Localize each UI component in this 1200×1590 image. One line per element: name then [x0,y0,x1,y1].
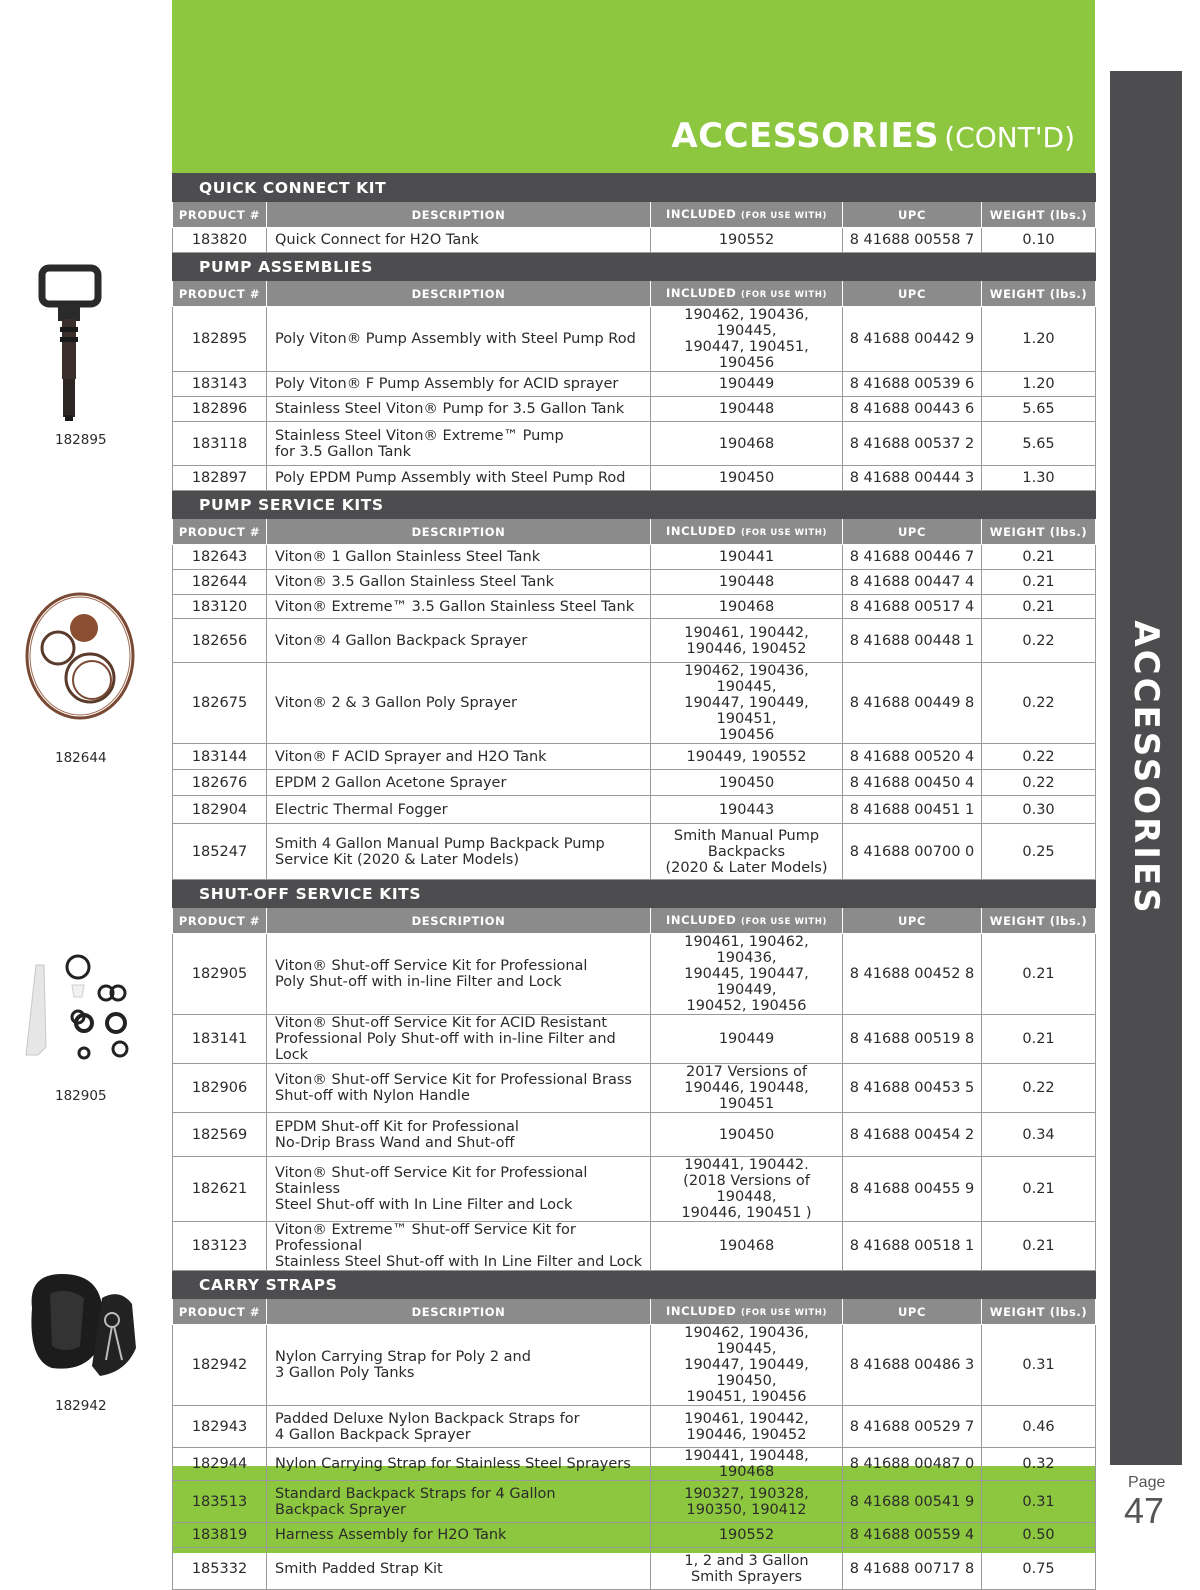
col-header-included-sub: (FOR USE WITH) [741,289,827,300]
cell-product-number: 182676 [173,770,267,796]
cell-description: Poly Viton® Pump Assembly with Steel Pump Rod [267,307,651,372]
cell-upc: 8 41688 00444 3 [843,466,982,491]
section-header [173,491,1096,519]
cell-upc: 8 41688 00537 2 [843,422,982,466]
table-row [173,1448,1096,1481]
cell-weight: 0.21 [982,1157,1096,1222]
image-caption-shutoff-kit: 182905 [55,1088,107,1104]
cell-upc: 8 41688 00447 4 [843,570,982,595]
cell-upc: 8 41688 00442 9 [843,307,982,372]
table-row [173,796,1096,824]
cell-included: 2017 Versions of 190446, 190448, 190451 [651,1064,843,1113]
col-header-included-label: INCLUDED [666,912,737,927]
table-row [173,1523,1096,1548]
cell-upc: 8 41688 00487 0 [843,1448,982,1481]
table-row [173,1325,1096,1406]
image-caption-pump-rod: 182895 [55,432,107,448]
col-header-weight: WEIGHT (lbs.) [982,1299,1096,1325]
col-header-product: PRODUCT # [173,202,267,228]
cell-weight: 0.21 [982,595,1096,619]
cell-upc: 8 41688 00717 8 [843,1548,982,1590]
table-row [173,1548,1096,1590]
cell-product-number: 183123 [173,1222,267,1271]
cell-product-number: 182569 [173,1113,267,1157]
cell-description: Electric Thermal Fogger [267,796,651,824]
cell-included: 190468 [651,422,843,466]
cell-included: 190441, 190448, 190468 [651,1448,843,1481]
table-row [173,770,1096,796]
col-header-included [651,202,843,228]
cell-upc: 8 41688 00449 8 [843,663,982,744]
cell-included: 190449, 190552 [651,744,843,770]
cell-description: Nylon Carrying Strap for Stainless Steel Sprayers [267,1448,651,1481]
cell-included: 190448 [651,570,843,595]
pump-rod-icon [36,265,106,425]
cell-weight: 0.30 [982,796,1096,824]
cell-upc: 8 41688 00450 4 [843,770,982,796]
cell-product-number: 183118 [173,422,267,466]
cell-included: 190468 [651,595,843,619]
table-row [173,595,1096,619]
section-header [173,174,1096,202]
cell-weight: 0.22 [982,770,1096,796]
cell-upc: 8 41688 00558 7 [843,228,982,253]
cell-description: Viton® 1 Gallon Stainless Steel Tank [267,545,651,570]
page-title [671,116,1075,156]
cell-weight: 0.25 [982,824,1096,880]
cell-product-number: 182906 [173,1064,267,1113]
page-number: 47 [1124,1490,1165,1531]
cell-description: Viton® Shut-off Service Kit for Professional Brass Shut-off with Nylon Handle [267,1064,651,1113]
table-row [173,1406,1096,1448]
cell-upc: 8 41688 00520 4 [843,744,982,770]
col-header-upc: UPC [843,908,982,934]
cell-description: Viton® Shut-off Service Kit for ACID Resistant Professional Poly Shut-off with in-line Filter and Lock [267,1015,651,1064]
cell-included: 190449 [651,1015,843,1064]
section-header [173,880,1096,908]
cell-upc: 8 41688 00452 8 [843,934,982,1015]
side-tab-label: ACCESSORIES [1126,620,1166,916]
cell-included: 190552 [651,1523,843,1548]
table-row [173,372,1096,397]
cell-included: 190449 [651,372,843,397]
col-header-product: PRODUCT # [173,281,267,307]
col-header-description: DESCRIPTION [267,281,651,307]
cell-weight: 0.21 [982,1015,1096,1064]
cell-product-number: 183144 [173,744,267,770]
cell-included: 190461, 190442, 190446, 190452 [651,1406,843,1448]
cell-upc: 8 41688 00451 1 [843,796,982,824]
product-table [172,173,1096,1590]
cell-description: Viton® F ACID Sprayer and H2O Tank [267,744,651,770]
cell-product-number: 182944 [173,1448,267,1481]
o-ring-kit-icon [22,588,138,724]
cell-included: 190462, 190436, 190445, 190447, 190449, 190451, 190456 [651,663,843,744]
cell-weight: 0.75 [982,1548,1096,1590]
image-caption-o-ring-kit: 182644 [55,750,107,766]
cell-included: 190448 [651,397,843,422]
cell-product-number: 182896 [173,397,267,422]
cell-included: 190450 [651,466,843,491]
cell-weight: 0.21 [982,545,1096,570]
cell-included: 190450 [651,1113,843,1157]
cell-product-number: 182656 [173,619,267,663]
cell-included: 190443 [651,796,843,824]
col-header-product: PRODUCT # [173,1299,267,1325]
cell-description: Viton® Shut-off Service Kit for Professional Poly Shut-off with in-line Filter and Lock [267,934,651,1015]
cell-description: Smith 4 Gallon Manual Pump Backpack Pump Service Kit (2020 & Later Models) [267,824,651,880]
carry-strap-icon [22,1268,140,1384]
cell-product-number: 185332 [173,1548,267,1590]
col-header-description: DESCRIPTION [267,1299,651,1325]
col-header-included-sub: (FOR USE WITH) [741,916,827,927]
col-header-upc: UPC [843,281,982,307]
table-row [173,663,1096,744]
col-header-weight: WEIGHT (lbs.) [982,202,1096,228]
cell-description: Nylon Carrying Strap for Poly 2 and 3 Gallon Poly Tanks [267,1325,651,1406]
cell-included: 190327, 190328, 190350, 190412 [651,1481,843,1523]
cell-upc: 8 41688 00443 6 [843,397,982,422]
cell-description: Viton® 2 & 3 Gallon Poly Sprayer [267,663,651,744]
col-header-product: PRODUCT # [173,519,267,545]
product-tables [172,173,1095,1585]
cell-product-number: 185247 [173,824,267,880]
cell-product-number: 182943 [173,1406,267,1448]
table-row [173,228,1096,253]
page-title-sub: (CONT'D) [944,121,1075,154]
cell-weight: 1.20 [982,372,1096,397]
table-row [173,422,1096,466]
table-row [173,934,1096,1015]
cell-weight: 0.31 [982,1325,1096,1406]
cell-description: Viton® 3.5 Gallon Stainless Steel Tank [267,570,651,595]
cell-weight: 0.21 [982,934,1096,1015]
col-header-included [651,281,843,307]
section-title: QUICK CONNECT KIT [173,174,1096,202]
cell-upc: 8 41688 00454 2 [843,1113,982,1157]
cell-weight: 0.21 [982,570,1096,595]
column-header-row [173,908,1096,934]
cell-product-number: 182897 [173,466,267,491]
cell-product-number: 183819 [173,1523,267,1548]
cell-upc: 8 41688 00517 4 [843,595,982,619]
table-row [173,824,1096,880]
cell-included: 190461, 190442, 190446, 190452 [651,619,843,663]
cell-upc: 8 41688 00559 4 [843,1523,982,1548]
col-header-weight: WEIGHT (lbs.) [982,908,1096,934]
cell-description: Padded Deluxe Nylon Backpack Straps for 4 Gallon Backpack Sprayer [267,1406,651,1448]
cell-description: Standard Backpack Straps for 4 Gallon Backpack Sprayer [267,1481,651,1523]
cell-included: 190441 [651,545,843,570]
col-header-upc: UPC [843,519,982,545]
cell-upc: 8 41688 00529 7 [843,1406,982,1448]
section-title: CARRY STRAPS [173,1271,1096,1299]
col-header-weight: WEIGHT (lbs.) [982,281,1096,307]
col-header-included-label: INCLUDED [666,285,737,300]
cell-product-number: 182675 [173,663,267,744]
table-row [173,744,1096,770]
table-row [173,466,1096,491]
cell-included: 190461, 190462, 190436, 190445, 190447, 190449, 190452, 190456 [651,934,843,1015]
table-row [173,1481,1096,1523]
page-title-main: ACCESSORIES [671,116,940,156]
table-row [173,307,1096,372]
col-header-description: DESCRIPTION [267,908,651,934]
cell-product-number: 182904 [173,796,267,824]
col-header-included-label: INCLUDED [666,206,737,221]
table-row [173,1157,1096,1222]
column-header-row [173,519,1096,545]
column-header-row [173,281,1096,307]
cell-product-number: 182643 [173,545,267,570]
cell-upc: 8 41688 00541 9 [843,1481,982,1523]
cell-weight: 0.22 [982,619,1096,663]
table-row [173,1113,1096,1157]
cell-upc: 8 41688 00448 1 [843,619,982,663]
cell-upc: 8 41688 00539 6 [843,372,982,397]
cell-description: Viton® Extreme™ 3.5 Gallon Stainless Steel Tank [267,595,651,619]
cell-product-number: 182644 [173,570,267,595]
column-header-row [173,1299,1096,1325]
section-header [173,253,1096,281]
cell-weight: 0.22 [982,744,1096,770]
cell-included: 190441, 190442. (2018 Versions of 190448, 190446, 190451 ) [651,1157,843,1222]
cell-included: 190468 [651,1222,843,1271]
image-caption-carry-strap: 182942 [55,1398,107,1414]
col-header-upc: UPC [843,1299,982,1325]
cell-weight: 0.21 [982,1222,1096,1271]
cell-weight: 0.46 [982,1406,1096,1448]
cell-product-number: 183141 [173,1015,267,1064]
cell-product-number: 183820 [173,228,267,253]
section-title: SHUT-OFF SERVICE KITS [173,880,1096,908]
col-header-included [651,519,843,545]
cell-weight: 0.10 [982,228,1096,253]
table-row [173,570,1096,595]
col-header-description: DESCRIPTION [267,202,651,228]
cell-upc: 8 41688 00486 3 [843,1325,982,1406]
table-row [173,397,1096,422]
section-title: PUMP ASSEMBLIES [173,253,1096,281]
cell-product-number: 182905 [173,934,267,1015]
cell-product-number: 182942 [173,1325,267,1406]
cell-description: Viton® 4 Gallon Backpack Sprayer [267,619,651,663]
cell-description: Quick Connect for H2O Tank [267,228,651,253]
page-label: Page [1128,1474,1166,1491]
cell-upc: 8 41688 00700 0 [843,824,982,880]
table-row [173,1015,1096,1064]
cell-weight: 0.22 [982,1064,1096,1113]
cell-description: Stainless Steel Viton® Pump for 3.5 Gallon Tank [267,397,651,422]
cell-product-number: 182621 [173,1157,267,1222]
col-header-upc: UPC [843,202,982,228]
col-header-included-sub: (FOR USE WITH) [741,527,827,538]
cell-product-number: 183120 [173,595,267,619]
cell-weight: 0.34 [982,1113,1096,1157]
cell-weight: 5.65 [982,397,1096,422]
cell-description: Smith Padded Strap Kit [267,1548,651,1590]
cell-product-number: 183513 [173,1481,267,1523]
table-row [173,619,1096,663]
column-header-row [173,202,1096,228]
cell-description: Viton® Extreme™ Shut-off Service Kit for Professional Stainless Steel Shut-off with In Line Filter and Lock [267,1222,651,1271]
cell-included: 1, 2 and 3 Gallon Smith Sprayers [651,1548,843,1590]
cell-included: 190450 [651,770,843,796]
table-row [173,545,1096,570]
table-row [173,1222,1096,1271]
col-header-description: DESCRIPTION [267,519,651,545]
col-header-product: PRODUCT # [173,908,267,934]
col-header-weight: WEIGHT (lbs.) [982,519,1096,545]
table-row [173,1064,1096,1113]
section-title: PUMP SERVICE KITS [173,491,1096,519]
cell-weight: 0.31 [982,1481,1096,1523]
col-header-included-label: INCLUDED [666,523,737,538]
cell-weight: 1.20 [982,307,1096,372]
cell-included: 190552 [651,228,843,253]
cell-description: EPDM Shut-off Kit for Professional No-Drip Brass Wand and Shut-off [267,1113,651,1157]
cell-upc: 8 41688 00519 8 [843,1015,982,1064]
col-header-included [651,908,843,934]
cell-weight: 0.22 [982,663,1096,744]
cell-description: Viton® Shut-off Service Kit for Professional Stainless Steel Shut-off with In Line Filter and Lock [267,1157,651,1222]
cell-upc: 8 41688 00446 7 [843,545,982,570]
cell-included: 190462, 190436, 190445, 190447, 190451, 190456 [651,307,843,372]
cell-upc: 8 41688 00455 9 [843,1157,982,1222]
cell-upc: 8 41688 00518 1 [843,1222,982,1271]
col-header-included-sub: (FOR USE WITH) [741,1307,827,1318]
cell-weight: 1.30 [982,466,1096,491]
cell-upc: 8 41688 00453 5 [843,1064,982,1113]
cell-description: Harness Assembly for H2O Tank [267,1523,651,1548]
cell-description: Poly Viton® F Pump Assembly for ACID sprayer [267,372,651,397]
cell-description: EPDM 2 Gallon Acetone Sprayer [267,770,651,796]
col-header-included [651,1299,843,1325]
cell-description: Stainless Steel Viton® Extreme™ Pump for 3.5 Gallon Tank [267,422,651,466]
cell-product-number: 182895 [173,307,267,372]
col-header-included-label: INCLUDED [666,1303,737,1318]
section-header [173,1271,1096,1299]
cell-description: Poly EPDM Pump Assembly with Steel Pump Rod [267,466,651,491]
shutoff-kit-icon [22,955,138,1065]
cell-weight: 0.50 [982,1523,1096,1548]
cell-included: Smith Manual Pump Backpacks (2020 & Later Models) [651,824,843,880]
cell-included: 190462, 190436, 190445, 190447, 190449, 190450, 190451, 190456 [651,1325,843,1406]
cell-weight: 0.32 [982,1448,1096,1481]
cell-weight: 5.65 [982,422,1096,466]
col-header-included-sub: (FOR USE WITH) [741,210,827,221]
cell-product-number: 183143 [173,372,267,397]
